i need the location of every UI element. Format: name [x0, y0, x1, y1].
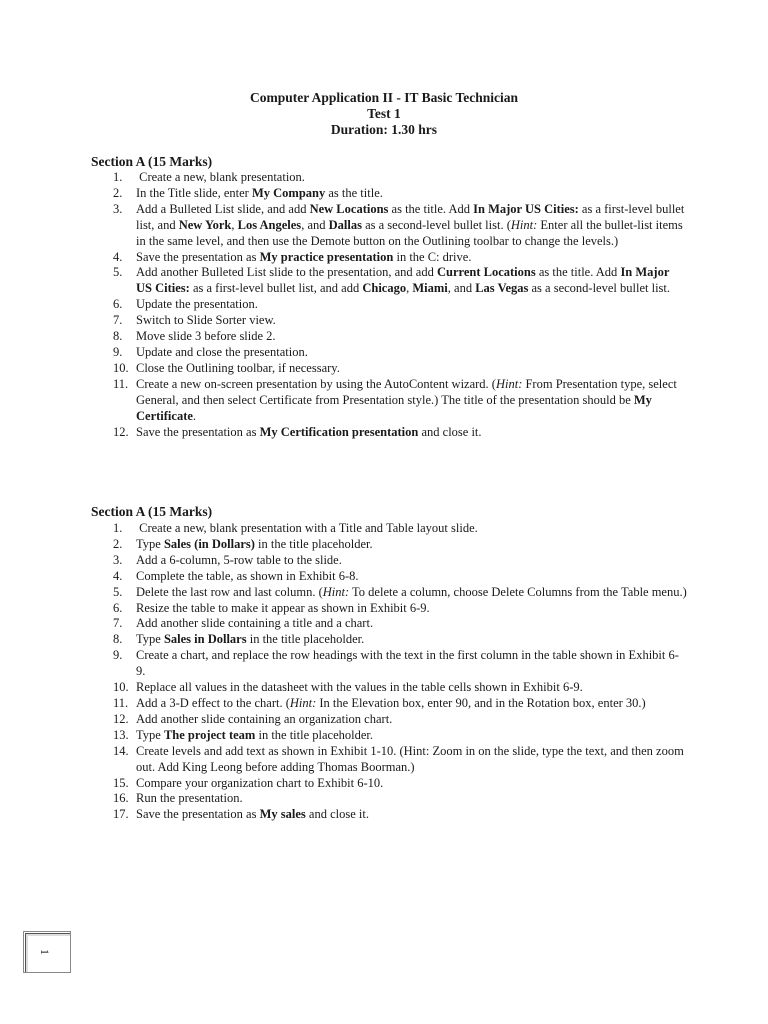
list-item — [0, 680, 768, 696]
list-item-number: 10. — [113, 680, 129, 695]
list-item — [0, 696, 768, 712]
list-item — [0, 569, 768, 585]
list-item — [0, 521, 768, 537]
list-item-number: 11. — [113, 695, 129, 710]
list-item — [0, 537, 768, 553]
list-item — [0, 744, 768, 776]
list-item — [0, 202, 768, 250]
list-item-number: 17. — [113, 807, 129, 822]
list-item — [0, 250, 768, 266]
list-item-number: 8. — [113, 329, 123, 344]
list-item-number: 2. — [113, 536, 123, 551]
section-2-list — [0, 521, 768, 823]
list-item-text: Resize the table to make it appear as shown in Exhibit 6-9. — [136, 600, 430, 615]
list-item-text: Save the presentation as My practice presentation in the C: drive. — [136, 249, 472, 264]
list-item — [0, 361, 768, 377]
list-item-text: Add a 6-column, 5-row table to the slide. — [136, 552, 342, 567]
list-item-text: Run the presentation. — [136, 791, 243, 806]
list-item — [0, 170, 768, 186]
list-item — [0, 265, 768, 297]
list-item-number: 4. — [113, 249, 123, 264]
list-item-text: Add another slide containing a title and a chart. — [136, 616, 374, 631]
list-item-number: 10. — [113, 360, 129, 375]
list-item — [0, 377, 768, 425]
list-item-text: Save the presentation as My sales and close it. — [136, 807, 369, 822]
list-item-number: 12. — [113, 711, 129, 726]
doc-duration: Duration: 1.30 hrs — [330, 122, 438, 137]
list-item-text: Create a new, blank presentation. — [136, 170, 305, 184]
list-item — [0, 632, 768, 648]
list-item-number: 5. — [113, 584, 123, 599]
list-item-number: 7. — [113, 313, 123, 328]
list-item — [0, 601, 768, 617]
list-item-text: Save the presentation as My Certification presentation and close it. — [136, 424, 482, 439]
list-item-number: 8. — [113, 632, 123, 647]
list-item-number: 5. — [113, 265, 123, 280]
list-item — [0, 186, 768, 202]
list-item-text: Update and close the presentation. — [136, 344, 308, 359]
list-item — [0, 712, 768, 728]
section-2-title: Section A (15 Marks) — [91, 504, 213, 519]
list-item — [0, 313, 768, 329]
list-item-number: 6. — [113, 297, 123, 312]
list-item — [0, 553, 768, 569]
list-item-text: Type Sales in Dollars in the title placeholder. — [136, 632, 365, 647]
list-item — [0, 297, 768, 313]
list-item-number: 9. — [113, 648, 123, 663]
list-item-text: Complete the table, as shown in Exhibit 6-8. — [136, 568, 359, 583]
list-item — [0, 616, 768, 632]
list-item-number: 4. — [113, 568, 123, 583]
list-item-number: 7. — [113, 616, 123, 631]
list-item — [0, 776, 768, 792]
list-item-text: Move slide 3 before slide 2. — [136, 329, 276, 344]
list-item — [0, 345, 768, 361]
list-item — [0, 329, 768, 345]
list-item-text: In the Title slide, enter My Company as the title. — [136, 185, 383, 200]
list-item-number: 9. — [113, 344, 123, 359]
list-item-number: 13. — [113, 727, 129, 742]
list-item-text: Add a Bulleted List slide, and add New Locations as the title. Add In Major US Cities: as a first-level bullet list, and New York, Los Angeles, and Dallas as a second-level bullet list. (Hint: Enter all the bullet-list items in the same level, and then use the Demote button on the Outlining toolbar to change the levels.) — [136, 201, 685, 248]
list-item-text: Switch to Slide Sorter view. — [136, 313, 276, 328]
page-number: 1 — [38, 949, 52, 955]
list-item-number: 15. — [113, 775, 129, 790]
list-item-text: Add a 3-D effect to the chart. (Hint: In the Elevation box, enter 90, and in the Rotation box, enter 30.) — [136, 695, 646, 710]
list-item-number: 11. — [113, 376, 129, 391]
list-item — [0, 425, 768, 441]
list-item-number: 3. — [113, 201, 123, 216]
list-item-text: Add another Bulleted List slide to the presentation, and add Current Locations as the title. Add In Major US Cities: as a first-level bullet list, and add Chicago, Miami, and Las Vegas as a second-level bullet list. — [136, 265, 671, 296]
section-1-list — [0, 170, 768, 440]
list-item-text: Update the presentation. — [136, 297, 258, 312]
list-item-text: Type Sales (in Dollars) in the title placeholder. — [136, 536, 373, 551]
list-item-text: Add another slide containing an organization chart. — [136, 711, 393, 726]
list-item — [0, 728, 768, 744]
list-item-text: Type The project team in the title placeholder. — [136, 727, 374, 742]
doc-subtitle: Test 1 — [367, 106, 401, 121]
list-item-number: 1. — [113, 170, 123, 184]
list-item-text: Create a chart, and replace the row headings with the text in the first column in the table shown in Exhibit 6-9. — [136, 648, 679, 679]
list-item-number: 14. — [113, 743, 129, 758]
list-item — [0, 807, 768, 823]
list-item-text: Delete the last row and last column. (Hint: To delete a column, choose Delete Columns from the Table menu.) — [136, 584, 687, 599]
doc-title: Computer Application II - IT Basic Technician — [249, 90, 519, 105]
list-item-number: 16. — [113, 791, 129, 806]
list-item-number: 1. — [113, 521, 123, 535]
list-item-number: 3. — [113, 552, 123, 567]
list-item-text: Replace all values in the datasheet with the values in the table cells shown in Exhibit 6-9. — [136, 680, 583, 695]
list-item-text: Create a new, blank presentation with a Title and Table layout slide. — [136, 521, 478, 535]
list-item — [0, 648, 768, 680]
list-item-number: 12. — [113, 424, 129, 439]
list-item-text: Create levels and add text as shown in Exhibit 1-10. (Hint: Zoom in on the slide, type the text, and then zoom out. Add King Leong before adding Thomas Boorman.) — [136, 743, 684, 774]
list-item-number: 6. — [113, 600, 123, 615]
section-1-title: Section A (15 Marks) — [91, 154, 213, 169]
list-item-number: 2. — [113, 185, 123, 200]
list-item — [0, 585, 768, 601]
list-item-text: Close the Outlining toolbar, if necessary. — [136, 360, 340, 375]
list-item-text: Compare your organization chart to Exhibit 6-10. — [136, 775, 384, 790]
list-item — [0, 791, 768, 807]
list-item-text: Create a new on-screen presentation by using the AutoContent wizard. (Hint: From Presentation type, select General, and then select Certificate from Presentation style.) The title of the presentation should be My Certificate. — [136, 376, 677, 423]
